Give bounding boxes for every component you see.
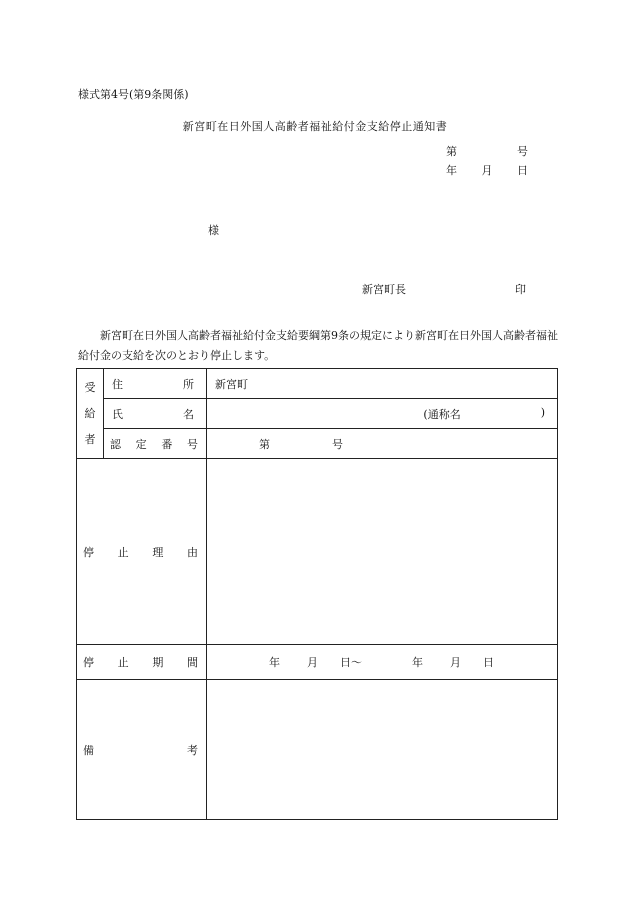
document-title: 新宮町在日外国人高齢者福祉給付金支給停止通知書: [182, 120, 448, 133]
stop-reason-field[interactable]: [207, 459, 558, 645]
date-day: 日: [517, 164, 528, 177]
name-field[interactable]: [207, 399, 558, 429]
notice-body: 新宮町在日外国人高齢者福祉給付金支給要綱第9条の規定により新宮町在日外国人高齢者福祉給付金の支給を次のとおり停止します。: [78, 329, 558, 362]
issuer-title: 新宮町長: [362, 283, 406, 296]
remarks-label: 備 考: [77, 680, 207, 820]
remarks-field[interactable]: [207, 680, 558, 820]
cert-number-label: 認 定 番 号: [104, 429, 207, 459]
cert-number-field[interactable]: 第 号: [207, 429, 558, 459]
seal-mark: 印: [515, 283, 526, 296]
recipient-group-label: 受 給 者: [77, 369, 104, 459]
date-year: 年: [446, 164, 457, 177]
alias-close: ): [540, 405, 545, 419]
stop-period-label: 停 止 期 間: [77, 645, 207, 680]
addressee-honorific: 様: [208, 224, 219, 237]
form-number: 様式第4号(第9条関係): [78, 88, 189, 101]
address-label: 住 所: [104, 369, 207, 399]
name-label: 氏 名: [104, 399, 207, 429]
recipient-table: [76, 368, 558, 820]
number-suffix: 号: [517, 145, 528, 158]
number-prefix: 第: [446, 145, 457, 158]
stop-reason-label: 停 止 理 由: [77, 459, 207, 645]
document-number-line: [446, 143, 528, 159]
stop-period-field[interactable]: 年 月 日～ 年 月 日: [207, 645, 558, 680]
alias-open: (通称名: [423, 407, 461, 421]
date-month: 月: [481, 164, 493, 177]
issue-date-line: [446, 162, 528, 178]
address-field[interactable]: 新宮町: [207, 369, 558, 399]
